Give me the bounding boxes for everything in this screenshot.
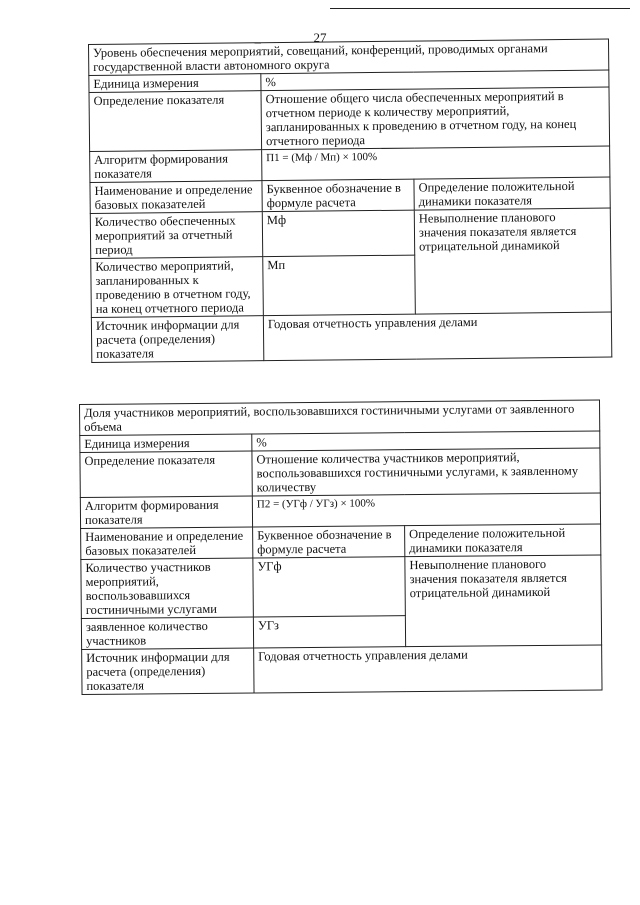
table-row: [80, 493, 600, 529]
header-letter: Буквенное обозначение в формуле расчета: [253, 526, 405, 558]
row1-letter: Мф: [262, 210, 414, 257]
indicator-table-1: [88, 39, 612, 363]
definition-label: Определение показателя: [80, 451, 252, 497]
dynamics-text: Невыполнение планового значения показателя является отрицательной динамикой: [405, 555, 602, 647]
row2-name: заявленное количество участников: [81, 617, 253, 649]
header-base: Наименование и определение базовых показателей: [90, 181, 262, 214]
table-row: [91, 312, 611, 362]
row2-letter: Мп: [263, 255, 416, 316]
row2-name: Количество мероприятий, запланированных к проведению в отчетном году, на конец отчетного периода: [91, 257, 264, 318]
table-row: [89, 87, 610, 151]
indicator-title: Доля участников мероприятий, воспользовавшихся гостиничными услугами от заявленного объема: [80, 400, 600, 436]
header-dynamics: Определение положительной динамики показателя: [405, 524, 601, 557]
indicator-title: Уровень обеспечения мероприятий, совещаний, конференций, проводимых органами государственной власти автономного округа: [89, 39, 609, 75]
unit-value: %: [261, 70, 609, 91]
row1-name: Количество обеспеченных мероприятий за отчетный период: [90, 212, 262, 259]
page-number: 27: [313, 30, 327, 45]
header-letter: Буквенное обозначение в формуле расчета: [262, 179, 414, 212]
source-value: Годовая отчетность управления делами: [263, 312, 611, 361]
definition-value: Отношение количества участников мероприятий, воспользовавшихся гостиничными услугами, к заявленному количеству: [252, 448, 600, 496]
table-row: [90, 208, 610, 258]
algorithm-label: Алгоритм формирования показателя: [90, 150, 262, 183]
unit-value: %: [252, 431, 600, 451]
source-label: Источник информации для расчета (определения) показателя: [91, 316, 263, 363]
row1-name: Количество участников мероприятий, воспользовавшихся гостиничными услугами: [81, 558, 254, 618]
definition-label: Определение показателя: [89, 91, 262, 152]
table-row: [82, 645, 602, 695]
row1-letter: УГф: [253, 557, 406, 617]
row2-letter: УГз: [253, 616, 405, 648]
algorithm-label: Алгоритм формирования показателя: [80, 496, 252, 528]
table-row: [80, 448, 600, 498]
table-row: [80, 400, 600, 436]
table-row: [81, 555, 601, 619]
dynamics-text: Невыполнение планового значения показателя является отрицательной динамикой: [414, 208, 611, 314]
header-dynamics: Определение положительной динамики показателя: [414, 177, 610, 210]
algorithm-formula: П2 = (УГф / УГз) × 100%: [252, 493, 600, 527]
header-base: Наименование и определение базовых показателей: [81, 527, 253, 559]
definition-value: Отношение общего числа обеспеченных мероприятий в отчетном периоде к количеству мероприятий, запланированных к проведению в отчетном году, на конец отчетного периода: [261, 87, 610, 150]
top-rule: [330, 8, 630, 9]
table-row: [81, 524, 601, 560]
unit-label: Единица измерения: [89, 74, 261, 93]
source-value: Годовая отчетность управления делами: [254, 645, 602, 693]
indicator-table-2: [79, 399, 603, 695]
unit-label: Единица измерения: [80, 434, 252, 453]
source-label: Источник информации для расчета (определения) показателя: [82, 648, 254, 694]
algorithm-formula: П1 = (Мф / Мп) × 100%: [262, 146, 610, 181]
